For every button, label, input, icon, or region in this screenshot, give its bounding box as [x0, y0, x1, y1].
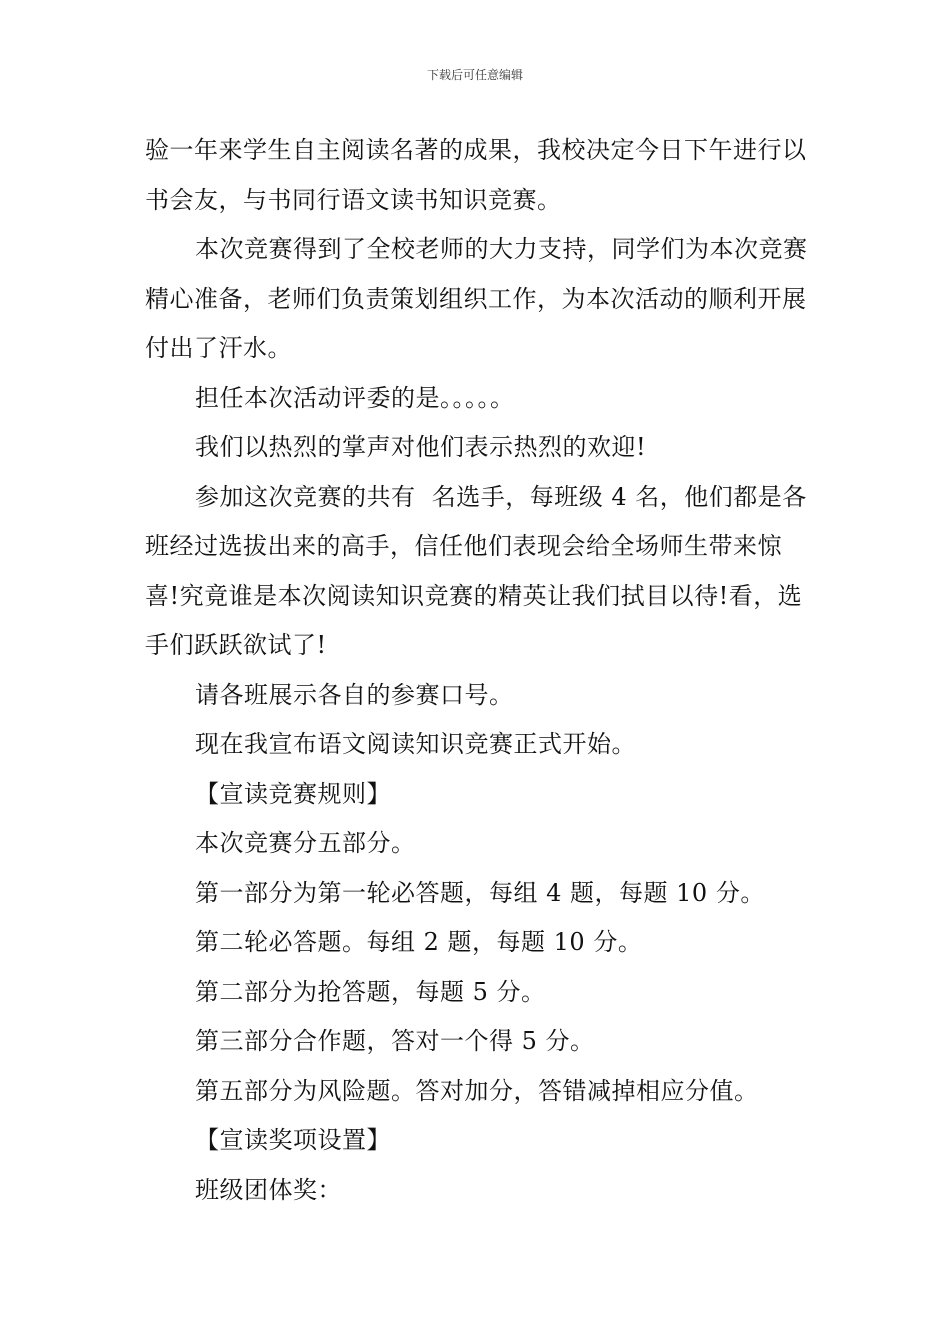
paragraph-13: 第三部分合作题，答对一个得 5 分。 [195, 1027, 595, 1055]
page-header: 下载后可任意编辑 [426, 68, 523, 82]
paragraph-10: 第一部分为第一轮必答题，每组 4 题，每题 10 分。 [195, 878, 765, 907]
paragraph-2: 本次竞赛得到了全校老师的大力支持，同学们为本次竞赛精心准备，老师们负责策划组织工作，为本次活动的顺利开展付出了汗水。 [145, 235, 808, 362]
section-heading-awards: 【宣读奖项设置】 [195, 1126, 391, 1154]
paragraph-7: 现在我宣布语文阅读知识竞赛正式开始。 [195, 730, 636, 758]
section-heading-rules: 【宣读竞赛规则】 [195, 779, 391, 808]
paragraph-5: 参加这次竞赛的共有 名选手，每班级 4 名，他们都是各班经过选拔出来的高手，信任他们表现会给全场师生带来惊喜!究竟谁是本次阅读知识竞赛的精英让我们拭目以待!看，选手们跃跃欲试了! [145, 482, 807, 659]
paragraph-16: 班级团体奖： [195, 1175, 342, 1204]
paragraph-4: 我们以热烈的掌声对他们表示热烈的欢迎! [195, 433, 647, 461]
paragraph-11: 第二轮必答题。每组 2 题，每题 10 分。 [195, 928, 643, 956]
paragraph-14: 第五部分为风险题。答对加分，答错减掉相应分值。 [195, 1076, 759, 1105]
paragraph-12: 第二部分为抢答题，每题 5 分。 [195, 977, 546, 1006]
document-body [145, 126, 813, 1215]
paragraph-6: 请各班展示各自的参赛口号。 [195, 680, 514, 709]
paragraph-3: 担任本次活动评委的是。。。。。 [195, 383, 515, 412]
paragraph-9: 本次竞赛分五部分。 [195, 829, 416, 857]
paragraph-1: 验一年来学生自主阅读名著的成果，我校决定今日下午进行以书会友，与书同行语文读书知识竞赛。 [145, 136, 807, 214]
